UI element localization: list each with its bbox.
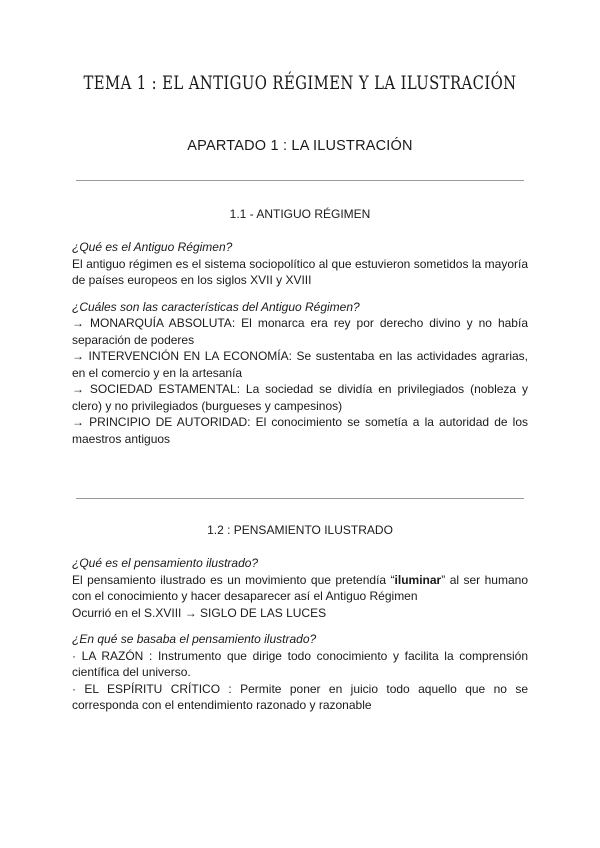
list-item: → SOCIEDAD ESTAMENTAL: La sociedad se dividía en privilegiados (nobleza y clero) y no privilegiados (burgueses y campesinos)	[72, 382, 528, 413]
question: ¿En qué se basaba el pensamiento ilustrado?	[72, 632, 317, 646]
answer-text: ” al ser humano con el conocimiento y hacer desaparecer así el Antiguo Régimen	[72, 572, 528, 603]
list-item: → MONARQUÍA ABSOLUTA: El monarca era rey por derecho divino y no había separación de poderes	[72, 316, 528, 347]
list-item: → INTERVENCIÓN EN LA ECONOMÍA: Se sustentaba en las actividades agrarias, en el comercio y en la artesanía	[72, 349, 528, 380]
page-subtitle: APARTADO 1 : LA ILUSTRACIÓN	[187, 138, 413, 154]
section-pensamiento-ilustrado	[72, 555, 528, 714]
list-item: → PRINCIPIO DE AUTORIDAD: El conocimiento se sometía a la autoridad de los maestros antiguos	[72, 415, 528, 446]
question: ¿Qué es el pensamiento ilustrado?	[72, 556, 259, 570]
answer-text: El pensamiento ilustrado es un movimiento que pretendía “	[72, 572, 395, 587]
section-antiguo-regimen	[72, 239, 528, 447]
divider	[76, 180, 524, 181]
emphasis-word: iluminar	[394, 572, 442, 587]
divider	[76, 498, 524, 499]
question: ¿Cuáles son las características del Antiguo Régimen?	[72, 299, 360, 314]
answer: El antiguo régimen es el sistema sociopolítico al que estuvieron sometidos la mayoría de países europeos en los siglos XVII y XVIII	[72, 256, 528, 287]
page-title: TEMA 1 : EL ANTIGUO RÉGIMEN Y LA ILUSTRACIÓN	[83, 72, 517, 94]
answer-line: Ocurrió en el S.XVIII → SIGLO DE LAS LUCES	[72, 605, 327, 620]
answer	[72, 572, 528, 605]
question: ¿Qué es el Antiguo Régimen?	[72, 240, 233, 254]
section-heading-pensamiento-ilustrado: 1.2 : PENSAMIENTO ILUSTRADO	[207, 523, 393, 537]
list-item: · EL ESPÍRITU CRÍTICO : Permite poner en juicio todo aquello que no se corresponda con el entendimiento razonado y razonable	[72, 681, 528, 712]
section-heading-antiguo-regimen: 1.1 - ANTIGUO RÉGIMEN	[229, 207, 371, 221]
list-item: · LA RAZÓN : Instrumento que dirige todo conocimiento y facilita la comprensión científica del universo.	[72, 648, 528, 679]
